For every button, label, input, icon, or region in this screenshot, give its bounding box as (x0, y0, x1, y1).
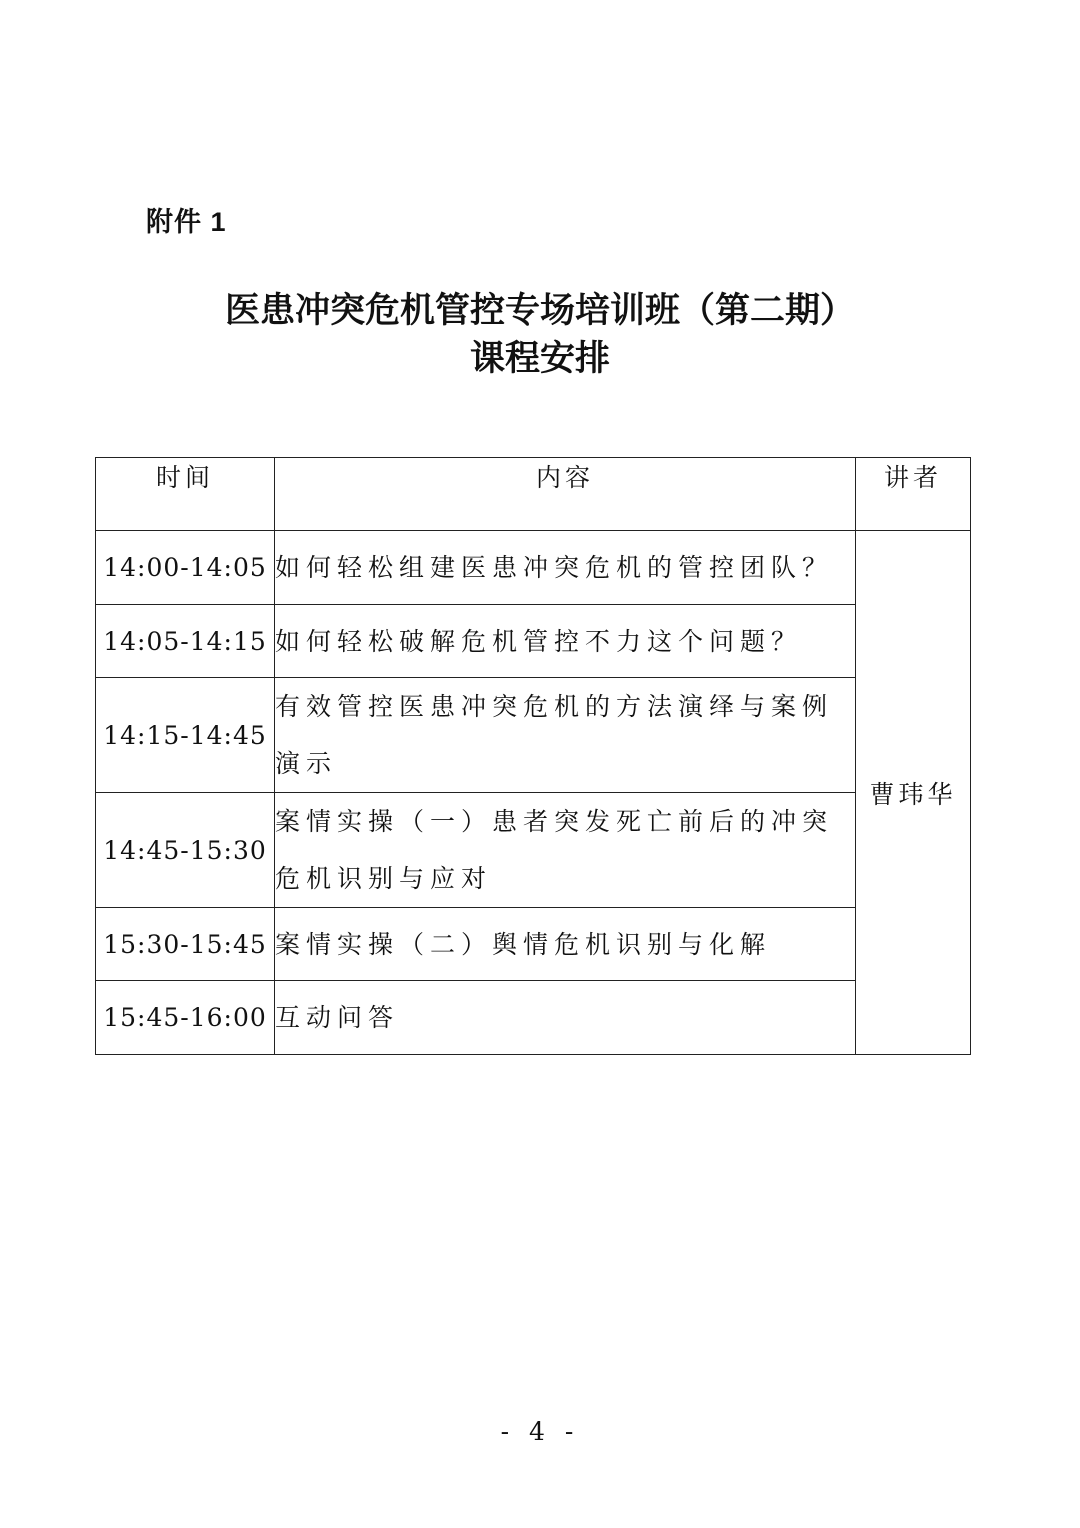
title-line-1: 医患冲突危机管控专场培训班（第二期） (224, 291, 855, 331)
table-row (96, 908, 971, 981)
content-cell: 案情实操（二）舆情危机识别与化解 (275, 908, 856, 981)
time-cell: 15:30-15:45 (96, 908, 275, 981)
time-cell: 14:00-14:05 (96, 531, 275, 605)
time-cell: 15:45-16:00 (96, 981, 275, 1055)
title-line-2: 课程安排 (469, 339, 610, 379)
time-cell: 14:05-14:15 (96, 605, 275, 678)
time-cell: 14:15-14:45 (96, 678, 275, 793)
page-number: - 4 - (500, 1417, 580, 1446)
table-row (96, 981, 971, 1055)
header-time: 时间 (96, 458, 275, 531)
attachment-label: 附件 1 (146, 207, 227, 237)
table-row (96, 531, 971, 605)
content-cell: 有效管控医患冲突危机的方法演绎与案例演示 (275, 678, 856, 793)
content-cell: 案情实操（一）患者突发死亡前后的冲突危机识别与应对 (275, 793, 856, 908)
time-cell: 14:45-15:30 (96, 793, 275, 908)
content-cell: 如何轻松组建医患冲突危机的管控团队？ (275, 531, 856, 605)
table-row (96, 678, 971, 793)
content-cell: 互动问答 (275, 981, 856, 1055)
schedule-table (95, 457, 971, 1055)
content-cell: 如何轻松破解危机管控不力这个问题？ (275, 605, 856, 678)
speaker-cell: 曹玮华 (856, 531, 971, 1055)
table-row (96, 605, 971, 678)
document-title (0, 287, 1080, 383)
table-header-row (96, 458, 971, 531)
header-speaker: 讲者 (856, 458, 971, 531)
header-content: 内容 (275, 458, 856, 531)
table-row (96, 793, 971, 908)
